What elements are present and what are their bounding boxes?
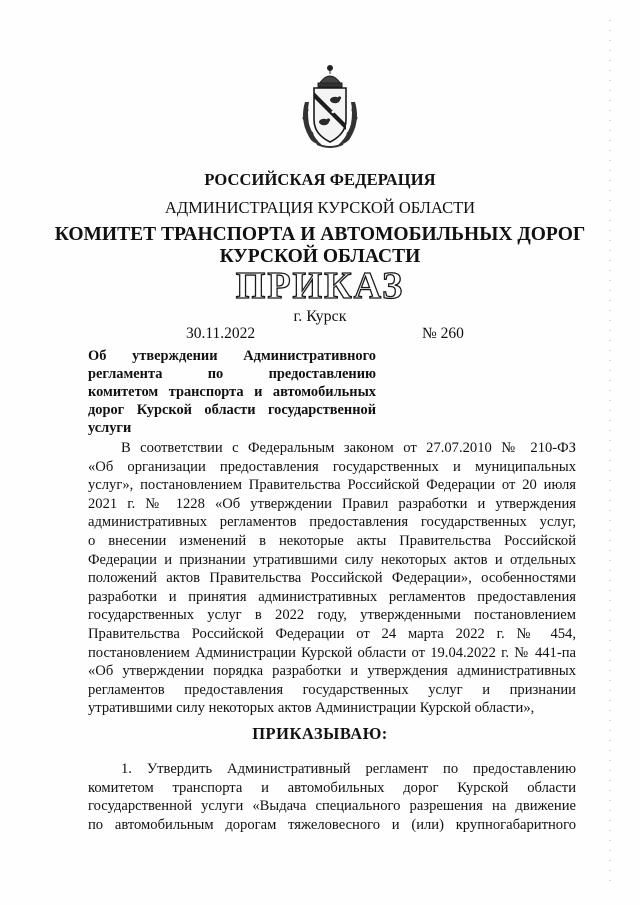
preamble-line: постановлением Администрации Курской области от 19.04.2022 г. № 441-па xyxy=(88,644,576,661)
preamble-line: «Об утверждении порядка разработки и утверждения административных xyxy=(88,663,576,680)
scan-edge-marks xyxy=(609,20,611,890)
preamble-line: о внесении изменений в некоторые акты Правительства Российской xyxy=(88,532,576,549)
committee-heading xyxy=(0,224,640,268)
preamble-line: В соответствии с Федеральным законом от 27.07.2010 № 210-ФЗ xyxy=(121,440,576,456)
city-label: г. Курск xyxy=(293,308,347,325)
preamble-line: регламентов предоставления государственных услуг и признании xyxy=(88,681,576,698)
order-item-line: комитетом транспорта и автомобильных дорог Курской области xyxy=(88,779,576,796)
administration-heading: АДМИНИСТРАЦИЯ КУРСКОЙ ОБЛАСТИ xyxy=(164,198,476,217)
committee-heading-line2: КУРСКОЙ ОБЛАСТИ xyxy=(219,246,421,267)
order-subject xyxy=(88,347,376,437)
coat-of-arms-emblem xyxy=(297,62,363,150)
order-date: 30.11.2022 xyxy=(186,325,256,342)
preamble-line: 2021 г. № 1228 «Об утверждении Правил разработки и утверждения xyxy=(88,495,576,512)
order-item-line: 1. Утвердить Административный регламент по предоставлению xyxy=(121,761,576,777)
subject-line: Об утверждении Административного xyxy=(88,348,376,364)
subject-line: услуги xyxy=(88,420,132,436)
subject-line: дорог Курской области государственной xyxy=(88,402,376,418)
preamble-line: Федерации и признании утратившими силу некоторых актов и отдельных xyxy=(88,551,576,568)
order-item-1 xyxy=(88,760,576,834)
subject-line: комитетом транспорта и автомобильных xyxy=(88,384,376,400)
subject-line: регламента по предоставлению xyxy=(88,366,376,382)
preamble-line: административных регламентов предоставления государственных услуг, xyxy=(88,514,576,531)
committee-heading-line1: КОМИТЕТ ТРАНСПОРТА И АВТОМОБИЛЬНЫХ ДОРОГ xyxy=(54,224,586,245)
preamble-line: утратившими силу некоторых актов Администрации Курской области», xyxy=(88,700,535,717)
order-item-line: государственной услуги «Выдача специального разрешения на движение xyxy=(88,798,576,815)
document-type-title: ПРИКАЗ xyxy=(235,265,405,307)
preamble-line: положений актов Правительства Российской Федерации», особенностями xyxy=(88,570,576,587)
preamble-paragraph xyxy=(88,439,576,718)
preamble-line: «Об организации предоставления государственных и муниципальных xyxy=(88,458,576,475)
federation-heading: РОССИЙСКАЯ ФЕДЕРАЦИЯ xyxy=(204,170,436,189)
order-item-line: по автомобильным дорогам тяжеловесного и (или) крупногабаритного xyxy=(88,816,576,833)
preamble-line: Правительства Российской Федерации от 24 марта 2022 г. № 454, xyxy=(88,625,576,642)
order-number: № 260 xyxy=(422,325,464,342)
preamble-line: государственных услуг в 2022 году, утвержденными постановлением xyxy=(88,607,576,624)
preamble-line: разработки и принятия административных регламентов предоставления xyxy=(88,588,576,605)
preamble-line: услуг», постановлением Правительства Российской Федерации от 20 июля xyxy=(88,477,576,494)
orders-heading: ПРИКАЗЫВАЮ: xyxy=(252,724,388,743)
